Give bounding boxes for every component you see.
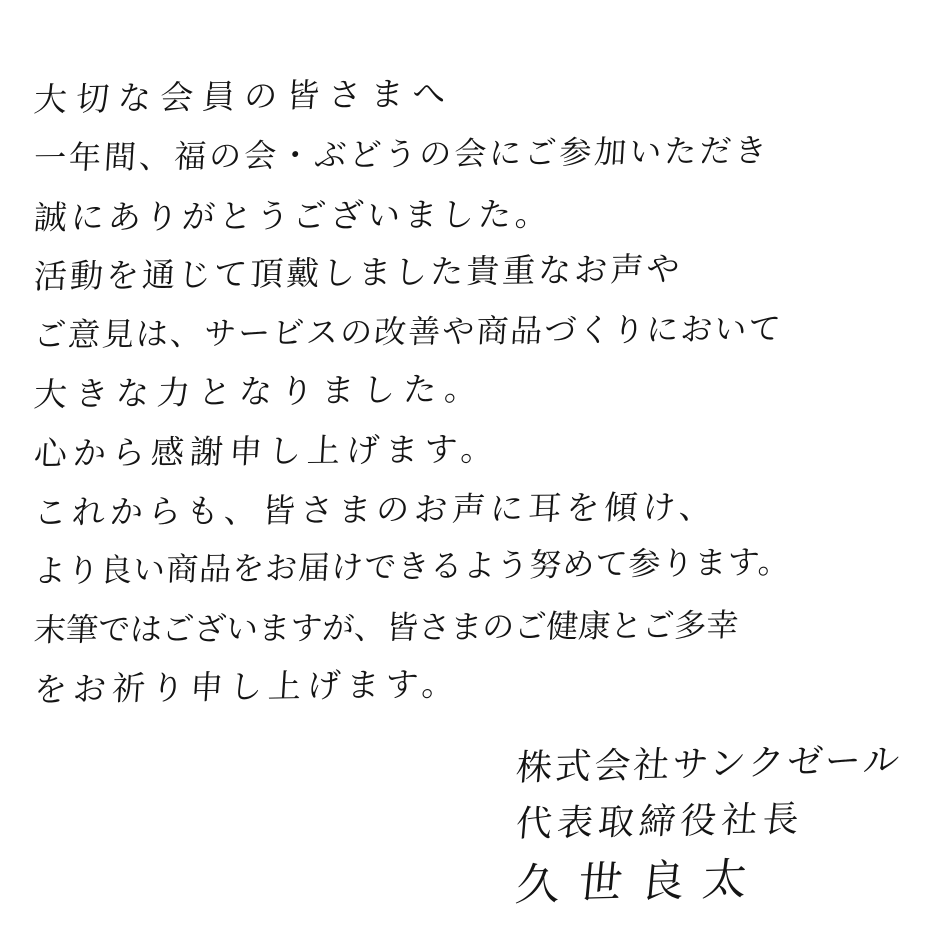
letter-line-11: をお祈り申し上げます。 bbox=[32, 664, 463, 709]
letter-body bbox=[34, 70, 913, 719]
letter-line-3: 誠にありがとうございました。 bbox=[32, 194, 554, 237]
signature-company: 株式会社サンクゼール bbox=[513, 739, 904, 789]
letter-line-4: 活動を通じて頂戴しました貴重なお声や bbox=[33, 249, 684, 296]
letter-line-1: 大切な会員の皆さまへ bbox=[32, 73, 456, 119]
letter-line-7: 心から感謝申し上げます。 bbox=[32, 429, 501, 473]
letter-line-2: 一年間、福の会・ぶどうの会にご参加いただき bbox=[32, 131, 771, 177]
letter-line-10: 末筆ではございますが、皆さまのご健康とご多幸 bbox=[32, 606, 740, 649]
signature-block bbox=[513, 739, 904, 919]
signature-name: 久世良太 bbox=[513, 853, 767, 911]
letter-line-8: これからも、皆さまのお声に耳を傾け、 bbox=[32, 487, 719, 532]
letter-line-6: 大きな力となりました。 bbox=[32, 368, 487, 414]
letter-line-5: ご意見は、サービスの改善や商品づくりにおいて bbox=[32, 309, 784, 354]
signature-title: 代表取締役社長 bbox=[513, 798, 806, 845]
letter-line-9: より良い商品をお届けできるよう努めて参ります。 bbox=[33, 542, 792, 590]
